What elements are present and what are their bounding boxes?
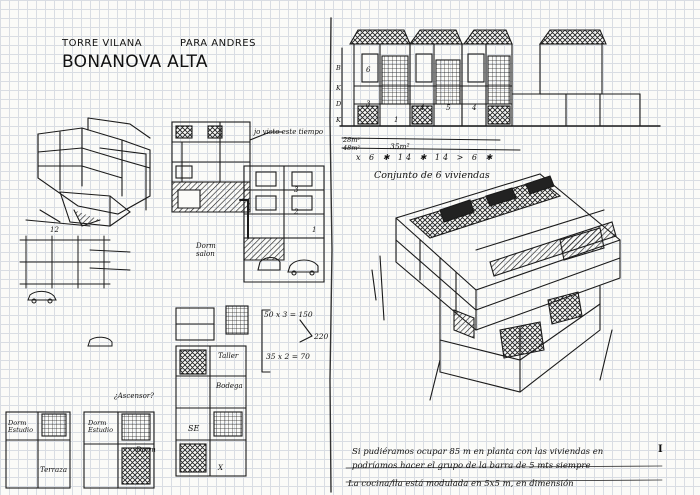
side-letter: B [336,64,341,72]
area-side-b: 48m² [343,144,361,152]
elevation-towers [340,30,660,150]
label-dorm-small: Dorm [136,446,156,454]
label-salon: salon [196,250,215,258]
label-ascensor: ¿Ascensor? [114,392,154,400]
site-plan-sketch [20,236,130,346]
label-x: X [218,464,223,472]
floor-number: 5 [446,104,451,112]
note-line-3: La cocina/lla está modulada en 5x5 m, en dimensión [348,479,574,489]
label-dorm-estudio-2: Dorm Estudio [88,419,114,434]
dims-35x2: 35 x 2 = 70 [266,352,310,361]
label-terraza: Terraza [40,466,67,474]
unit-number: 3 [294,186,299,194]
area-side-a: 28m² [343,136,361,144]
caption: Conjunto de 6 viviendas [374,170,490,181]
label-taller: Taller [218,352,239,360]
axonometric-massing [26,118,150,226]
label-bodega: Bodega [216,382,243,390]
label-se: SE [188,424,200,433]
title-line-1: TORRE VILANA [62,38,143,49]
floor-plan-tower [176,306,312,476]
floor-number: 4 [472,104,477,112]
note-view: jo visto este tiempo [254,128,324,136]
note-line-2: podríamos hacer el grupo de la barra de 5 mts siempre [352,461,591,471]
floor-number: 6 [366,66,371,74]
side-letter: K [336,84,341,92]
dimension-row: x 6 ✱ 14 ✱ 14 > 6 ✱ [356,153,496,162]
floor-number: 4 [420,104,425,112]
floor-number: 3 [366,100,371,108]
area-note: 35m² [390,142,410,151]
label-dorm-estudio: Dorm Estudio [8,419,34,434]
dims-total: 220 [314,332,329,341]
title-line-2: BONANOVA ALTA [62,52,208,72]
dedication: PARA ANDRES [180,38,256,49]
unit-number: 1 [312,226,317,234]
note-mark: I [658,444,663,455]
axonometric-housing-block [372,174,620,400]
page-fold-line [330,18,332,492]
dim-12: 12 [50,226,59,234]
unit-number: 2 [294,208,299,216]
note-line-1: Si pudiéramos ocupar 85 m en planta con las viviendas en [352,447,604,457]
building-section [172,122,324,282]
floor-number: 1 [394,116,399,124]
side-letter: K [336,116,341,124]
dims-50x3: 50 x 3 = 150 [264,310,313,319]
label-dorm: Dorm [196,242,216,250]
side-letter: D [336,100,342,108]
